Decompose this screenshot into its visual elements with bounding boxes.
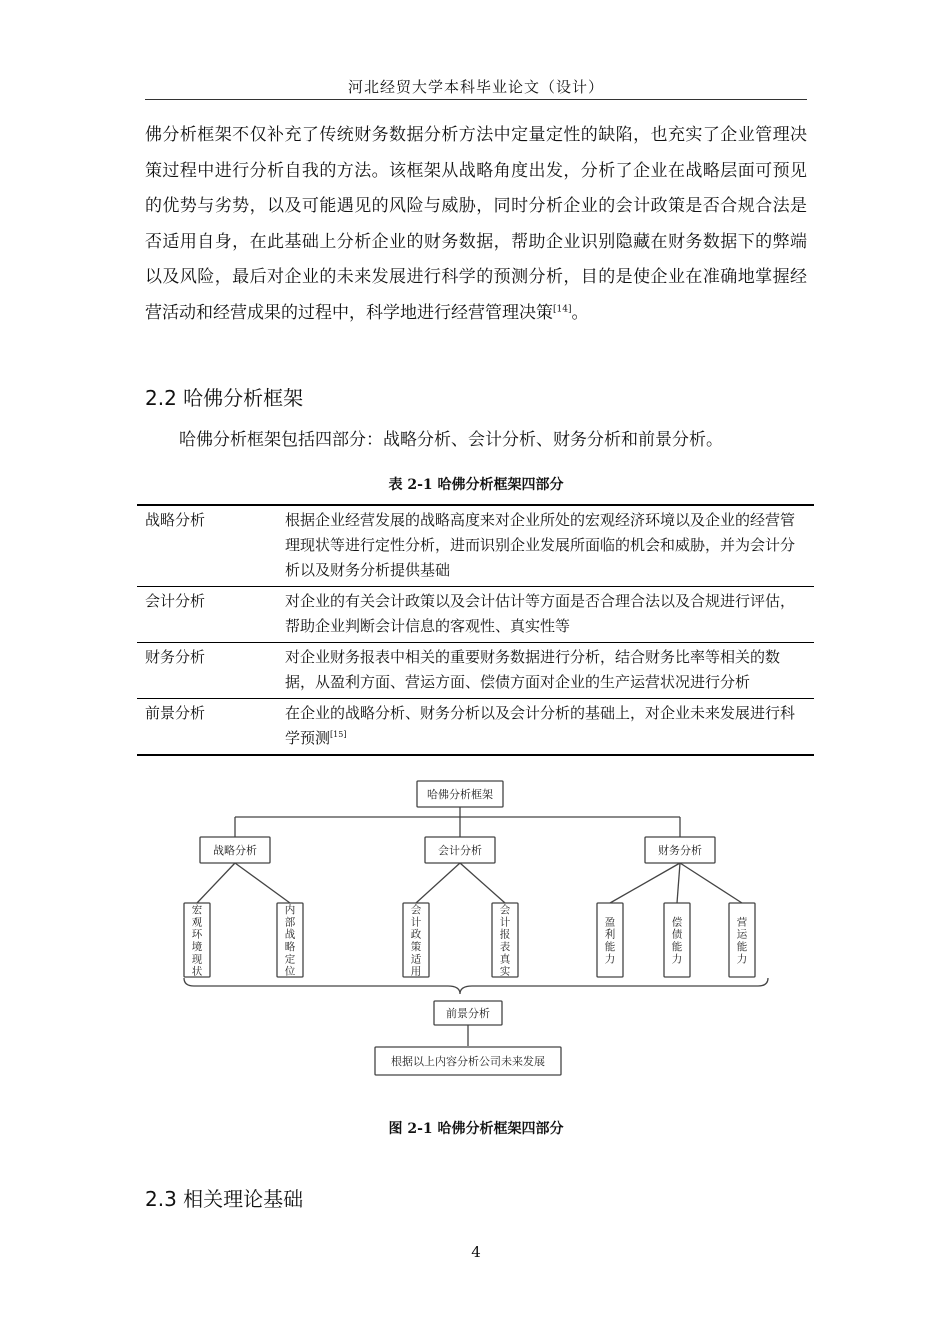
connector-line (677, 863, 680, 903)
table-cell-name: 战略分析 (145, 511, 206, 529)
root-label: 哈佛分析框架 (427, 788, 493, 801)
header-rule (145, 99, 807, 100)
merge-bracket (184, 978, 768, 994)
table-desc-text: 在企业的战略分析、财务分析以及会计分析的基础上，对企业未来发展进行科学预测 (285, 704, 796, 747)
section-intro: 哈佛分析框架包括四部分：战略分析、会计分析、财务分析和前景分析。 (179, 430, 723, 450)
table-desc-text: 对企业的有关会计政策以及会计估计等方面是否合理合法以及合规进行评估，帮助企业判断会计信息的客观性、真实性等 (285, 592, 796, 635)
paragraph-text: 佛分析框架不仅补充了传统财务数据分析方法中定量定性的缺陷，也充实了企业管理决策过程中进行分析自我的方法。该框架从战略角度出发，分析了企业在战略层面可预见的优势与劣势，以及可能遇见的风险与威胁，同时分析企业的会计政策是否合规合法是否适用自身，在此基础上分析企业的财务数据，帮助企业识别隐藏在财务数据下的弊端以及风险，最后对企业的未来发展进行科学的预测分析，目的是使企业在准确地掌握经营活动和经营成果的过程中，科学地进行经营管理决策 (145, 125, 807, 323)
branch-label: 战略分析 (213, 844, 257, 857)
table-cell-desc (277, 699, 814, 756)
framework-table (137, 504, 814, 756)
body-paragraph (145, 118, 807, 331)
table-caption: 表 2-1 哈佛分析框架四部分 (388, 477, 564, 493)
figure-caption: 图 2-1 哈佛分析框架四部分 (388, 1121, 564, 1137)
leaf-label: 内部战略定位 (284, 904, 296, 978)
table-row (137, 643, 814, 699)
leaf-label: 盈利能力 (604, 916, 616, 966)
paragraph-end: 。 (571, 302, 589, 323)
citation: [14] (553, 303, 572, 314)
table-cell-name: 财务分析 (145, 648, 206, 666)
leaf-label: 宏观环境现状 (191, 904, 203, 978)
table-desc-text: 根据企业经营发展的战略高度来对企业所处的宏观经济环境以及企业的经营管理现状等进行定性分析，进而识别企业发展所面临的机会和威胁，并为会计分析以及财务分析提供基础 (285, 511, 796, 579)
page-number: 4 (471, 1243, 481, 1261)
connector-line (460, 863, 505, 903)
page-header: 河北经贸大学本科毕业论文（设计） (347, 78, 604, 96)
table-cell-desc (277, 587, 814, 643)
table-row (137, 699, 814, 756)
section-heading-2-2: 2.2 哈佛分析框架 (145, 386, 304, 410)
framework-diagram (170, 770, 780, 1090)
leaf-label: 会计报表真实 (499, 904, 511, 978)
branch-label: 会计分析 (438, 844, 482, 857)
table-desc-text: 对企业财务报表中相关的重要财务数据进行分析，结合财务比率等相关的数据，从盈利方面、营运方面、偿债方面对企业的生产运营状况进行分析 (285, 648, 781, 691)
branch-label: 财务分析 (658, 844, 702, 857)
table-cell-name: 前景分析 (145, 704, 206, 722)
leaf-label: 营运能力 (736, 916, 748, 966)
section-heading-2-3: 2.3 相关理论基础 (145, 1187, 304, 1211)
connector-line (197, 863, 235, 903)
table-cell-desc (277, 643, 814, 699)
table-cell-name: 会计分析 (145, 592, 206, 610)
connector-line (416, 863, 460, 903)
leaf-label: 偿债能力 (671, 916, 683, 966)
leaf-label: 会计政策适用 (410, 904, 422, 978)
table-cell-desc (277, 505, 814, 587)
table-row (137, 587, 814, 643)
connector-line (610, 863, 680, 903)
connector-line (680, 863, 742, 903)
citation: [15] (330, 730, 347, 739)
table-row (137, 505, 814, 587)
connector-line (235, 863, 290, 903)
merge-label: 前景分析 (446, 1007, 490, 1020)
result-label: 根据以上内容分析公司未来发展 (391, 1055, 545, 1068)
